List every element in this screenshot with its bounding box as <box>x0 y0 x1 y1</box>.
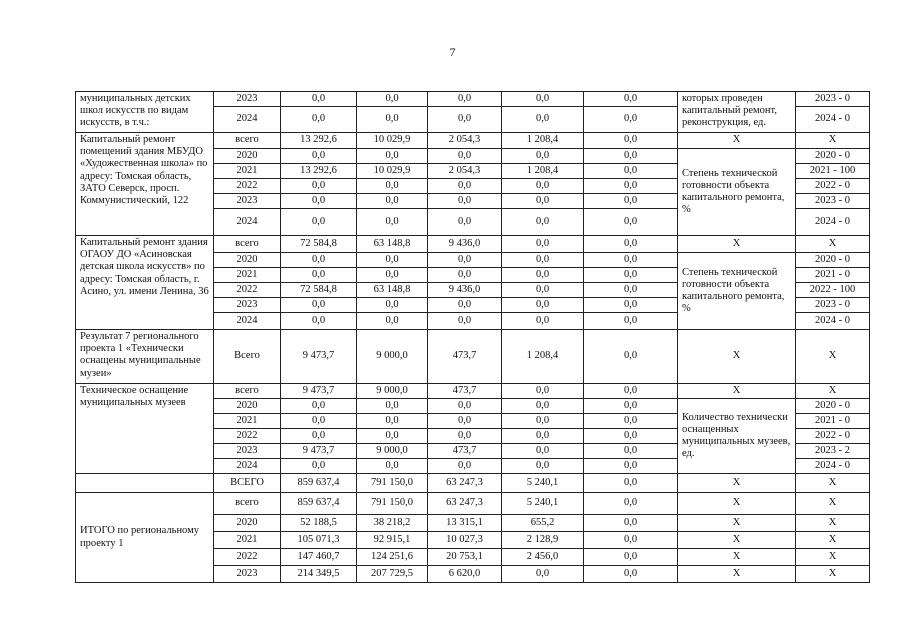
event-name-cell: Капитальный ремонт здания ОГАОУ ДО «Асиновская детская школа искусств» по адресу: Томская область, г. Асино, ул. имени Ленина, 36 <box>76 236 214 330</box>
value-cell: 0,0 <box>357 209 428 236</box>
value-cell: 9 473,7 <box>281 444 357 459</box>
value-cell: 63 148,8 <box>357 283 428 298</box>
year-cell: 2020 <box>214 399 281 414</box>
value-cell: 655,2 <box>502 515 584 532</box>
value-cell: 0,0 <box>584 313 678 330</box>
value-cell: 0,0 <box>428 209 502 236</box>
value-cell: 0,0 <box>502 414 584 429</box>
target-cell: 2021 - 100 <box>796 164 870 179</box>
year-cell: 2023 <box>214 194 281 209</box>
value-cell: 10 029,9 <box>357 133 428 149</box>
table-row <box>76 236 870 253</box>
value-cell: 0,0 <box>584 253 678 268</box>
year-cell: 2021 <box>214 268 281 283</box>
year-cell: 2024 <box>214 459 281 474</box>
value-cell: 0,0 <box>502 399 584 414</box>
target-cell: 2022 - 100 <box>796 283 870 298</box>
value-cell: 147 460,7 <box>281 549 357 566</box>
value-cell: 63 247,3 <box>428 474 502 493</box>
value-cell: 859 637,4 <box>281 474 357 493</box>
value-cell: 1 208,4 <box>502 133 584 149</box>
target-cell: 2024 - 0 <box>796 107 870 133</box>
target-cell: 2020 - 0 <box>796 253 870 268</box>
value-cell: 0,0 <box>281 414 357 429</box>
value-cell: 0,0 <box>584 429 678 444</box>
year-cell: всего <box>214 384 281 399</box>
value-cell: 2 054,3 <box>428 133 502 149</box>
value-cell: 0,0 <box>584 384 678 399</box>
itogo-name-cell: ИТОГО по региональному проекту 1 <box>76 493 214 583</box>
value-cell: 5 240,1 <box>502 493 584 515</box>
value-cell: 0,0 <box>357 92 428 107</box>
value-cell: 2 456,0 <box>502 549 584 566</box>
value-cell: 0,0 <box>281 459 357 474</box>
value-cell: 0,0 <box>357 313 428 330</box>
table-row <box>76 92 870 107</box>
value-cell: 0,0 <box>281 253 357 268</box>
value-cell: 0,0 <box>502 444 584 459</box>
value-cell: 13 292,6 <box>281 133 357 149</box>
value-cell: 0,0 <box>357 429 428 444</box>
value-cell: 0,0 <box>428 268 502 283</box>
value-cell: 9 000,0 <box>357 384 428 399</box>
value-cell: 0,0 <box>584 107 678 133</box>
indicator-cell: X <box>678 532 796 549</box>
year-cell: 2024 <box>214 209 281 236</box>
target-cell: 2021 - 0 <box>796 268 870 283</box>
value-cell: 0,0 <box>502 194 584 209</box>
value-cell: 0,0 <box>584 493 678 515</box>
value-cell: 0,0 <box>357 399 428 414</box>
value-cell: 0,0 <box>281 179 357 194</box>
value-cell: 105 071,3 <box>281 532 357 549</box>
value-cell: 92 915,1 <box>357 532 428 549</box>
value-cell: 13 315,1 <box>428 515 502 532</box>
value-cell: 20 753,1 <box>428 549 502 566</box>
year-cell: 2023 <box>214 566 281 583</box>
indicator-cell: X <box>678 566 796 583</box>
target-cell: 2023 - 0 <box>796 194 870 209</box>
value-cell: 791 150,0 <box>357 493 428 515</box>
value-cell: 0,0 <box>428 298 502 313</box>
value-cell: 5 240,1 <box>502 474 584 493</box>
result-name-cell: Результат 7 регионального проекта 1 «Технически оснащены муниципальные музеи» <box>76 330 214 384</box>
target-cell: 2023 - 0 <box>796 298 870 313</box>
value-cell: 0,0 <box>281 149 357 164</box>
value-cell: 13 292,6 <box>281 164 357 179</box>
value-cell: 52 188,5 <box>281 515 357 532</box>
value-cell: 0,0 <box>584 236 678 253</box>
target-cell: X <box>796 236 870 253</box>
target-cell: X <box>796 474 870 493</box>
table-row <box>76 384 870 399</box>
year-cell: 2022 <box>214 283 281 298</box>
year-cell: 2024 <box>214 107 281 133</box>
value-cell: 0,0 <box>502 92 584 107</box>
target-cell: X <box>796 549 870 566</box>
year-cell: всего <box>214 493 281 515</box>
value-cell: 0,0 <box>584 414 678 429</box>
value-cell: 0,0 <box>357 459 428 474</box>
value-cell: 0,0 <box>281 268 357 283</box>
year-cell: 2020 <box>214 149 281 164</box>
year-cell: 2021 <box>214 414 281 429</box>
value-cell: 1 208,4 <box>502 330 584 384</box>
value-cell: 0,0 <box>428 459 502 474</box>
target-cell: 2022 - 0 <box>796 179 870 194</box>
value-cell: 2 128,9 <box>502 532 584 549</box>
target-cell: 2022 - 0 <box>796 429 870 444</box>
value-cell: 63 247,3 <box>428 493 502 515</box>
value-cell: 214 349,5 <box>281 566 357 583</box>
target-cell: 2024 - 0 <box>796 209 870 236</box>
indicator-cell: X <box>678 515 796 532</box>
value-cell: 72 584,8 <box>281 283 357 298</box>
value-cell: 6 620,0 <box>428 566 502 583</box>
value-cell: 0,0 <box>502 313 584 330</box>
value-cell: 0,0 <box>281 313 357 330</box>
value-cell: 0,0 <box>502 268 584 283</box>
year-cell: ВСЕГО <box>214 474 281 493</box>
value-cell: 0,0 <box>281 298 357 313</box>
value-cell: 0,0 <box>281 429 357 444</box>
value-cell: 0,0 <box>584 164 678 179</box>
value-cell: 124 251,6 <box>357 549 428 566</box>
value-cell: 0,0 <box>281 399 357 414</box>
year-cell: Всего <box>214 330 281 384</box>
indicator-cell: X <box>678 474 796 493</box>
value-cell: 0,0 <box>584 532 678 549</box>
value-cell: 0,0 <box>357 268 428 283</box>
target-cell: 2024 - 0 <box>796 313 870 330</box>
value-cell: 0,0 <box>502 298 584 313</box>
event-name-cell: муниципальных детских школ искусств по видам искусств, в т.ч.: <box>76 92 214 133</box>
indicator-cell: X <box>678 330 796 384</box>
value-cell: 0,0 <box>281 209 357 236</box>
value-cell: 0,0 <box>584 268 678 283</box>
target-cell: X <box>796 384 870 399</box>
value-cell: 0,0 <box>584 549 678 566</box>
year-cell: 2021 <box>214 532 281 549</box>
value-cell: 0,0 <box>584 298 678 313</box>
value-cell: 473,7 <box>428 330 502 384</box>
year-cell: 2020 <box>214 515 281 532</box>
value-cell: 0,0 <box>584 92 678 107</box>
indicator-cell: X <box>678 133 796 149</box>
value-cell: 9 473,7 <box>281 330 357 384</box>
value-cell: 0,0 <box>357 107 428 133</box>
value-cell: 0,0 <box>584 209 678 236</box>
value-cell: 0,0 <box>584 515 678 532</box>
budget-table <box>75 91 870 583</box>
year-cell: 2023 <box>214 92 281 107</box>
value-cell: 473,7 <box>428 444 502 459</box>
target-cell: X <box>796 330 870 384</box>
value-cell: 0,0 <box>502 283 584 298</box>
table-row <box>76 493 870 515</box>
value-cell: 0,0 <box>428 429 502 444</box>
value-cell: 9 000,0 <box>357 330 428 384</box>
value-cell: 473,7 <box>428 384 502 399</box>
indicator-cell: X <box>678 236 796 253</box>
value-cell: 0,0 <box>584 283 678 298</box>
value-cell: 0,0 <box>584 474 678 493</box>
value-cell: 859 637,4 <box>281 493 357 515</box>
year-cell: 2020 <box>214 253 281 268</box>
value-cell: 38 218,2 <box>357 515 428 532</box>
year-cell: 2023 <box>214 298 281 313</box>
value-cell: 72 584,8 <box>281 236 357 253</box>
value-cell: 0,0 <box>502 566 584 583</box>
value-cell: 2 054,3 <box>428 164 502 179</box>
value-cell: 0,0 <box>357 253 428 268</box>
value-cell: 0,0 <box>357 194 428 209</box>
value-cell: 9 436,0 <box>428 283 502 298</box>
year-cell: всего <box>214 133 281 149</box>
value-cell: 0,0 <box>502 149 584 164</box>
target-cell: 2023 - 2 <box>796 444 870 459</box>
value-cell: 0,0 <box>428 399 502 414</box>
value-cell: 791 150,0 <box>357 474 428 493</box>
value-cell: 0,0 <box>502 236 584 253</box>
value-cell: 0,0 <box>428 194 502 209</box>
value-cell: 0,0 <box>584 194 678 209</box>
table-row <box>76 330 870 384</box>
year-cell: 2021 <box>214 164 281 179</box>
value-cell: 0,0 <box>428 149 502 164</box>
value-cell: 10 027,3 <box>428 532 502 549</box>
empty-name-cell <box>76 474 214 493</box>
year-cell: 2023 <box>214 444 281 459</box>
indicator-cell: X <box>678 384 796 399</box>
target-cell: X <box>796 133 870 149</box>
value-cell: 0,0 <box>428 92 502 107</box>
event-name-cell: Техническое оснащение муниципальных музеев <box>76 384 214 474</box>
target-cell: X <box>796 532 870 549</box>
value-cell: 0,0 <box>357 179 428 194</box>
value-cell: 0,0 <box>584 330 678 384</box>
value-cell: 0,0 <box>357 149 428 164</box>
value-cell: 10 029,9 <box>357 164 428 179</box>
year-cell: 2024 <box>214 313 281 330</box>
year-cell: всего <box>214 236 281 253</box>
value-cell: 0,0 <box>502 179 584 194</box>
value-cell: 0,0 <box>584 179 678 194</box>
indicator-cell: Степень технической готовности объекта капитального ремонта, % <box>678 149 796 236</box>
value-cell: 0,0 <box>281 194 357 209</box>
value-cell: 0,0 <box>584 566 678 583</box>
value-cell: 0,0 <box>502 459 584 474</box>
value-cell: 0,0 <box>584 149 678 164</box>
value-cell: 0,0 <box>502 429 584 444</box>
value-cell: 1 208,4 <box>502 164 584 179</box>
target-cell: 2024 - 0 <box>796 459 870 474</box>
value-cell: 0,0 <box>584 399 678 414</box>
value-cell: 0,0 <box>428 414 502 429</box>
value-cell: 0,0 <box>502 209 584 236</box>
value-cell: 9 436,0 <box>428 236 502 253</box>
year-cell: 2022 <box>214 429 281 444</box>
indicator-cell: X <box>678 549 796 566</box>
value-cell: 0,0 <box>428 313 502 330</box>
target-cell: 2023 - 0 <box>796 92 870 107</box>
target-cell: 2020 - 0 <box>796 399 870 414</box>
target-cell: X <box>796 566 870 583</box>
value-cell: 0,0 <box>281 107 357 133</box>
value-cell: 0,0 <box>502 253 584 268</box>
value-cell: 0,0 <box>502 384 584 399</box>
target-cell: X <box>796 493 870 515</box>
value-cell: 63 148,8 <box>357 236 428 253</box>
indicator-cell: X <box>678 493 796 515</box>
value-cell: 0,0 <box>428 253 502 268</box>
indicator-cell: Степень технической готовности объекта капитального ремонта, % <box>678 253 796 330</box>
value-cell: 0,0 <box>584 444 678 459</box>
value-cell: 9 473,7 <box>281 384 357 399</box>
value-cell: 0,0 <box>584 133 678 149</box>
value-cell: 0,0 <box>502 107 584 133</box>
value-cell: 0,0 <box>428 179 502 194</box>
indicator-cell: Количество технически оснащенных муниципальных музеев, ед. <box>678 399 796 474</box>
year-cell: 2022 <box>214 549 281 566</box>
event-name-cell: Капитальный ремонт помещений здания МБУДО «Художественная школа» по адресу: Томская область, ЗАТО Северск, просп. Коммунистический, 122 <box>76 133 214 236</box>
value-cell: 0,0 <box>281 92 357 107</box>
table-row <box>76 474 870 493</box>
indicator-cell: которых проведен капитальный ремонт, реконструкция, ед. <box>678 92 796 133</box>
table-row <box>76 133 870 149</box>
value-cell: 207 729,5 <box>357 566 428 583</box>
value-cell: 0,0 <box>428 107 502 133</box>
value-cell: 0,0 <box>357 414 428 429</box>
value-cell: 9 000,0 <box>357 444 428 459</box>
page-number: 7 <box>449 45 456 59</box>
target-cell: 2020 - 0 <box>796 149 870 164</box>
value-cell: 0,0 <box>584 459 678 474</box>
year-cell: 2022 <box>214 179 281 194</box>
target-cell: X <box>796 515 870 532</box>
value-cell: 0,0 <box>357 298 428 313</box>
target-cell: 2021 - 0 <box>796 414 870 429</box>
